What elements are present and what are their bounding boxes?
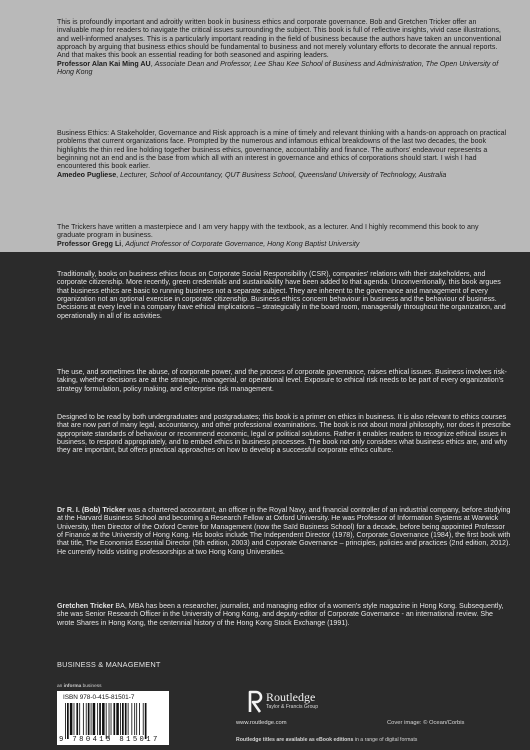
reviewer-name: Amedeo Pugliese	[57, 170, 117, 179]
isbn-barcode	[57, 691, 169, 745]
author-bio-1	[57, 506, 512, 556]
barcode-bar	[93, 703, 96, 735]
description-paragraph-3: Designed to be read by both undergraduates and postgraduates; this book is a primer on ethics in business. It is also relevant to ethics courses that are now part of many legal, accountancy, and other professional examinations. The book is not about moral philosophy, nor does it prescribe appropriate standards of behaviour or recommend economic, legal or political solutions. Rather it enables readers to recognize ethical issues in business, to respond appropriately, and to embed ethics in business processes. The book not only considers what business ethics are, and why they are important, but offers practical approaches on how to develop a successful corporate ethics culture.	[57, 413, 511, 455]
barcode-bar	[111, 703, 112, 735]
reviewer-name: Professor Gregg Li	[57, 239, 122, 248]
barcode-bar	[86, 703, 87, 735]
author-name: Gretchen Tricker	[57, 602, 114, 610]
review-text: This is profoundly important and adroitly written book in business ethics and corporate governance. Bob and Gretchen Tricker offer an invaluable map for readers to navigate the critical issues surrounding the subject. This book is full of reflective insights, vivid case illustrations, and well-informed analyses. This is a particularly important reading in the field of business because the authors have taken an unconventional approach by arguing that business ethics should be fundamental to business and not merely voluntary efforts to decorate the annual reports. And that makes this book an essential reading for both seasoned and aspiring leaders.	[57, 18, 502, 60]
reviewer-affiliation: Associate Dean and Professor, Lee Shau Kee School of Business and Administration, The Open University of Hong Kong	[57, 59, 499, 77]
barcode-bar	[120, 703, 121, 735]
ebook-availability-note: Routledge titles are available as eBook editions in a range of digital formats	[236, 737, 418, 743]
informa-business-label: an informa business	[57, 684, 102, 689]
barcode-bar	[122, 703, 124, 735]
barcode-bar	[76, 703, 78, 735]
barcode-bar	[74, 703, 75, 735]
description-paragraph-1: Traditionally, books on business ethics focus on Corporate Social Responsibility (CSR), companies' relations with their stakeholders, and corporate citizenship. More recently, green credentials and sustainability have been added to that agenda. Unconventionally, this book argues that business ethics are basic to running business not a separate subject. They are inherent to the governance and management of every organization not an optional exercise in corporate citizenship. Business ethics concern behaviour in business and the behaviour of business. Decisions at every level in a company have ethical implications – strategically in the board room, managerially throughout the organization, and operationally in all of its activities.	[57, 270, 506, 320]
barcode-bar	[145, 703, 147, 739]
publisher-name: Routledge	[266, 690, 316, 704]
reviewer-affiliation: Lecturer, School of Accountancy, QUT Business School, Queensland University of Technology, Australia	[120, 170, 447, 179]
barcode-bar	[116, 703, 119, 735]
barcode-bar	[128, 703, 129, 735]
reviewer-name: Professor Alan Kai Ming AU	[57, 59, 151, 68]
author-bio-text: BA, MBA has been a researcher, journalist, and managing editor of a women's style magazine in Hong Kong. Subsequently, she was Senior Research Officer in the University of Hong Kong, and deputy-editor of Corporate Governance - an international review. She wrote Shares in Hong Kong, the centennial history of the Hong Kong Stock Exchange (1991).	[57, 602, 504, 627]
barcode-bar	[79, 703, 80, 735]
barcode-bar	[134, 703, 135, 735]
author-name: Dr R. I. (Bob) Tricker	[57, 506, 126, 514]
barcode-bar	[67, 703, 69, 739]
review-text: The Trickers have written a masterpiece and I am very happy with the textbook, as a lecturer. And I highly recommend this book to any graduate program in business.	[57, 223, 479, 240]
review-text: Business Ethics: A Stakeholder, Governance and Risk approach is a mine of timely and relevant thinking with a hands-on approach on practical problems that current organizations face. Prompted by the numerous and infamous ethical breakdowns of the last two decades, the book highlights the thin red line holding together business ethics, governance, accountability and finance. The authors' endeavour represents a beginning not an end and is the base from which all with an interest in governance and ethics of corporations should start. I wish I had encountered this book earlier.	[57, 129, 507, 171]
barcode-bar	[65, 703, 66, 739]
barcode-bar	[143, 703, 144, 735]
barcode-bar	[106, 703, 107, 739]
barcode-bar	[136, 703, 137, 735]
review-panel	[0, 0, 530, 252]
barcode-bar	[99, 703, 101, 735]
routledge-logo-icon	[247, 688, 263, 714]
barcode-bar	[70, 703, 73, 735]
barcode-bar	[83, 703, 84, 735]
review-2	[57, 129, 507, 179]
barcode-bar	[102, 703, 105, 735]
barcode-bar	[113, 703, 115, 735]
barcode-bar	[97, 703, 98, 735]
author-bio-2	[57, 602, 512, 627]
review-attribution: Professor Gregg Li, Adjunct Professor of Corporate Governance, Hong Kong Baptist University	[57, 239, 360, 248]
review-attribution: Professor Alan Kai Ming AU, Associate Dean and Professor, Lee Shau Kee School of Business and Administration, The Open University of Hong Kong	[57, 59, 499, 77]
publisher-tagline: Taylor & Francis Group	[266, 704, 319, 710]
review-attribution: Amedeo Pugliese, Lecturer, School of Accountancy, QUT Business School, Queensland University of Technology, Australia	[57, 170, 447, 179]
review-1	[57, 18, 507, 76]
cover-credit: Cover image: © Ocean/Corbis	[387, 720, 465, 726]
reviewer-affiliation: Adjunct Professor of Corporate Governance, Hong Kong Baptist University	[125, 239, 360, 248]
barcode-bar	[109, 703, 110, 739]
barcode-bar	[88, 703, 90, 735]
barcode-bar	[131, 703, 132, 735]
barcode-bar	[139, 703, 140, 735]
review-3	[57, 223, 507, 248]
subject-category: BUSINESS & MANAGEMENT	[57, 660, 161, 669]
author-bio-text: was a chartered accountant, an officer in the Royal Navy, and financial controller of an industrial company, before studying at the Harvard Business School and becoming a Research Fellow at Oxford University. He was Professor of Information Systems at Warwick University, then Director of the Oxford Centre for Management (now the Saïd Business School) for a decade, before being appointed Professor of Finance at the University of Hong Kong. His books include The Independent Director (1978), Corporate Governance (1984), the first book with that title, The Economist Essential Director (5th edition, 2003) and Corporate Governance – principles, policies and practices (2nd edition, 2012). He currently holds visiting professorships at two Hong Kong Universities.	[57, 506, 511, 556]
description-paragraph-2: The use, and sometimes the abuse, of corporate power, and the process of corporate governance, raises ethical issues. Business involves risk-taking, whether decisions are at the strategic, managerial, or operational level. Exposure to ethical risk needs to be part of every organization's strategy formulation, policy making, and enterprise risk management.	[57, 368, 507, 393]
isbn-number: ISBN 978-0-415-81501-7	[63, 694, 135, 701]
barcode-bar	[125, 703, 127, 735]
publisher-website: www.routledge.com	[236, 720, 287, 726]
barcode-digits: 9 780415 815017	[59, 736, 160, 744]
barcode-bar	[91, 703, 92, 735]
